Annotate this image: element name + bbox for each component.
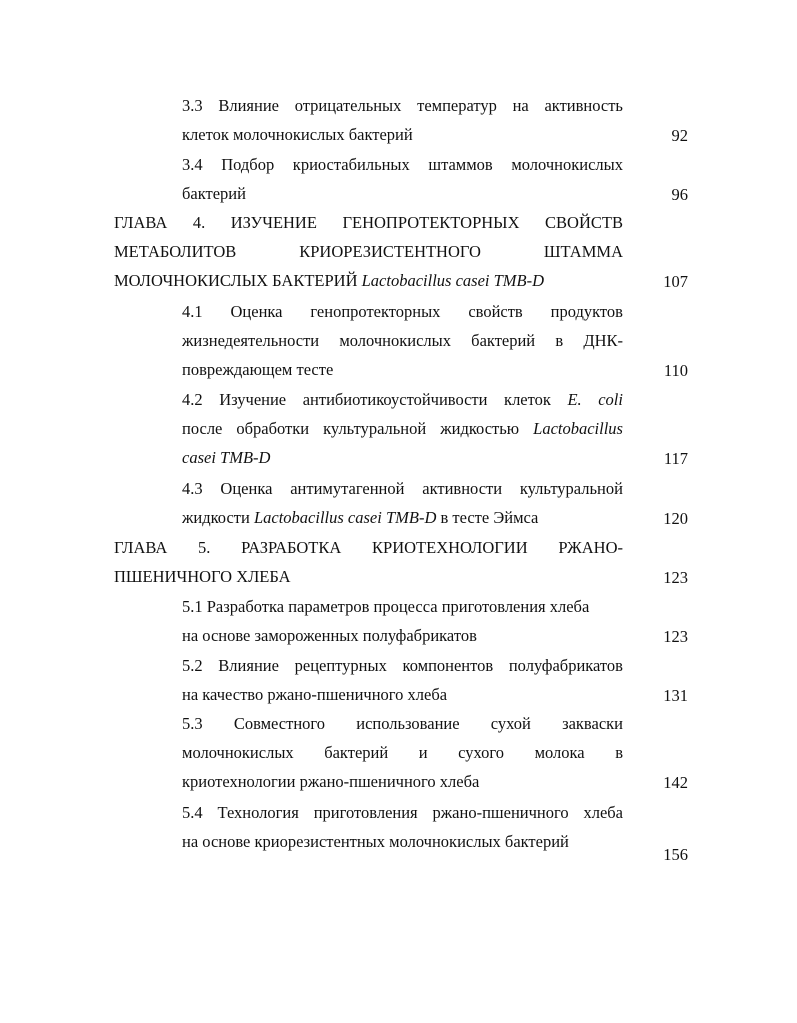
toc-5-4-line1: 5.4 Технология приготовления ржано-пшеничного хлеба <box>182 803 623 822</box>
toc-4-1-page: 110 <box>663 361 688 380</box>
toc-5-2-page: 131 <box>663 686 688 705</box>
toc-3-3-line2: клеток молочнокислых бактерий <box>182 125 413 144</box>
toc-5-3-line1: 5.3 Совместного использование сухой закваски <box>182 714 623 733</box>
toc-4-2-line1: 4.2 Изучение антибиотикоустойчивости клеток E. coli <box>182 390 623 409</box>
toc-5-2-line2: на качество ржано-пшеничного хлеба <box>182 685 448 704</box>
toc-5-3-line2: молочнокислых бактерий и сухого молока в <box>182 743 623 762</box>
toc-5-4-page: 156 <box>663 845 688 864</box>
toc-4-3-line2: жидкости Lactobacillus casei TMB-D в тесте Эймса <box>182 508 539 527</box>
toc-3-3-page: 92 <box>671 126 688 145</box>
toc-5-1-line2: на основе замороженных полуфабрикатов <box>182 626 477 645</box>
toc-5-1-page: 123 <box>663 627 688 646</box>
toc-3-4-line1: 3.4 Подбор криостабильных штаммов молочнокислых <box>182 155 623 174</box>
toc-3-4-line2: бактерий <box>182 184 246 203</box>
toc-4-3-line1: 4.3 Оценка антимутагенной активности культуральной <box>182 479 623 498</box>
toc-chapter-4-line3: МОЛОЧНОКИСЛЫХ БАКТЕРИЙ Lactobacillus casei TMB-D <box>114 271 545 290</box>
toc-chapter-5-line2: ПШЕНИЧНОГО ХЛЕБА <box>114 567 291 586</box>
toc-4-1-line2: жизнедеятельности молочнокислых бактерий в ДНК- <box>182 331 623 350</box>
toc-chapter-5-page: 123 <box>663 568 688 587</box>
toc-chapter-4-line1: ГЛАВА 4. ИЗУЧЕНИЕ ГЕНОПРОТЕКТОРНЫХ СВОЙСТВ <box>114 213 623 232</box>
toc-3-3-line1: 3.3 Влияние отрицательных температур на активность <box>182 96 623 115</box>
toc-chapter-4-line2: МЕТАБОЛИТОВ КРИОРЕЗИСТЕНТНОГО ШТАММА <box>114 242 623 261</box>
toc-5-1-line1: 5.1 Разработка параметров процесса приготовления хлеба <box>182 597 590 616</box>
toc-chapter-4-page: 107 <box>663 272 688 291</box>
toc-3-4-page: 96 <box>671 185 688 204</box>
toc-4-1-line3: повреждающем тесте <box>182 360 334 379</box>
toc-4-1-line1: 4.1 Оценка генопротекторных свойств продуктов <box>182 302 623 321</box>
toc-5-4-line2: на основе криорезистентных молочнокислых бактерий <box>182 832 569 851</box>
toc-chapter-5-line1: ГЛАВА 5. РАЗРАБОТКА КРИОТЕХНОЛОГИИ РЖАНО- <box>114 538 623 557</box>
toc-5-3-line3: криотехнологии ржано-пшеничного хлеба <box>182 772 480 791</box>
toc-4-2-page: 117 <box>663 449 688 468</box>
toc-4-2-line3: casei TMB-D <box>182 448 271 467</box>
toc-4-3-page: 120 <box>663 509 688 528</box>
toc-5-2-line1: 5.2 Влияние рецептурных компонентов полуфабрикатов <box>182 656 623 675</box>
toc-4-2-line2: после обработки культуральной жидкостью Lactobacillus <box>182 419 623 438</box>
toc-5-3-page: 142 <box>663 773 688 792</box>
